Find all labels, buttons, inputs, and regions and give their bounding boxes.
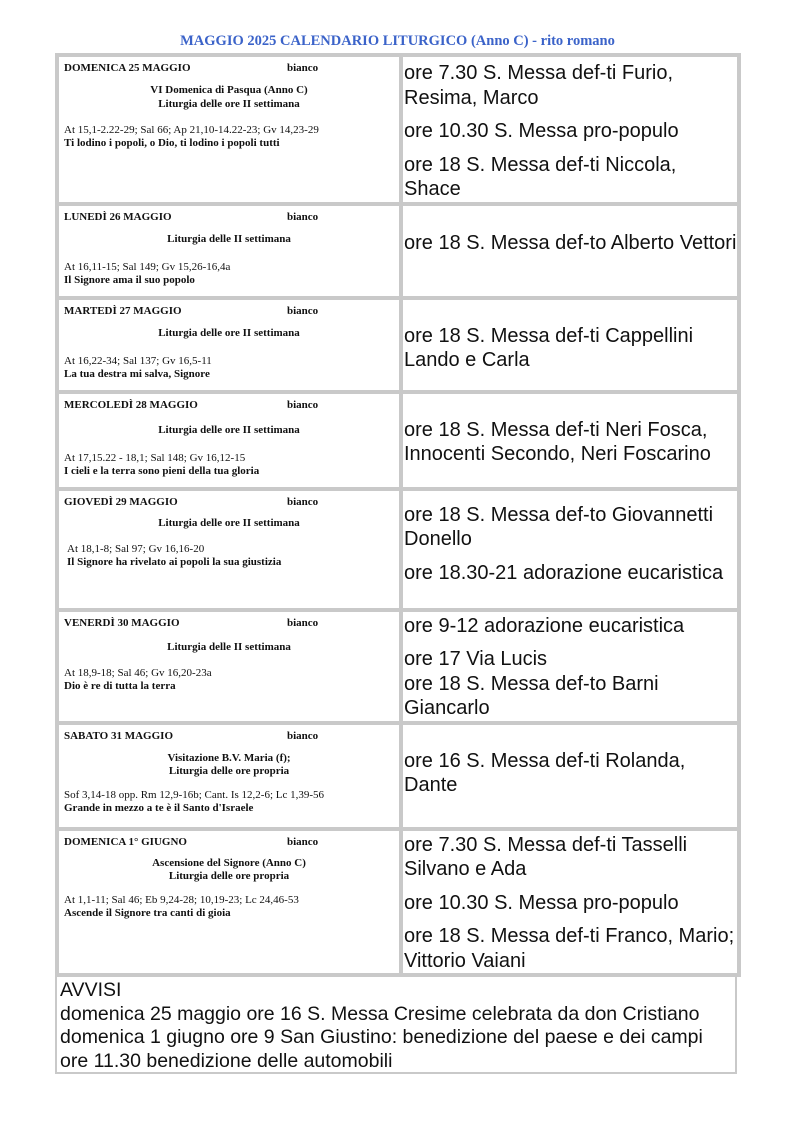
mass-entry: ore 17 Via Lucis (404, 648, 548, 670)
readings: At 18,9-18; Sal 46; Gv 16,20-23a (64, 667, 212, 679)
mass-entry: ore 18 S. Messa def-ti Franco, Mario; Vittorio Vaiani (404, 925, 735, 972)
day-date: SABATO 31 MAGGIO (64, 729, 173, 742)
table-row (57, 829, 739, 976)
liturgy-line: VI Domenica di Pasqua (Anno C) (150, 84, 308, 96)
page-title: MAGGIO 2025 CALENDARIO LITURGICO (Anno C) - rito romano (180, 33, 615, 49)
mass-entry: ore 10.30 S. Messa pro-populo (404, 120, 679, 142)
notices-box (55, 977, 737, 1074)
readings: At 1,1-11; Sal 46; Eb 9,24-28; 10,19-23; Lc 24,46-53 (64, 893, 299, 906)
day-date: VENERDÌ 30 MAGGIO (64, 616, 180, 629)
day-info (57, 298, 401, 392)
liturgical-color: bianco (287, 398, 319, 411)
notice-line: domenica 1 giugno ore 9 San Giustino: benedizione del paese e dei campi (60, 1026, 703, 1048)
mass-cell (401, 204, 739, 298)
liturgy-line: Liturgia delle ore II settimana (158, 326, 300, 339)
mass-entry: ore 7.30 S. Messa def-ti Furio, Resima, Marco (404, 62, 674, 109)
table-row (57, 489, 739, 610)
mass-entry: ore 7.30 S. Messa def-ti Tasselli Silvano e Ada (404, 833, 688, 880)
day-date: LUNEDÌ 26 MAGGIO (64, 210, 172, 223)
day-info (57, 204, 401, 298)
mass-entry: ore 18 S. Messa def-to Barni Giancarlo (404, 672, 659, 719)
table-row (57, 55, 739, 204)
mass-cell (401, 55, 739, 204)
mass-entry: ore 10.30 S. Messa pro-populo (404, 891, 679, 914)
mass-cell (401, 298, 739, 392)
table-row (57, 204, 739, 298)
mass-entry: ore 16 S. Messa def-ti Rolanda, Dante (404, 749, 686, 796)
psalm-response: La tua destra mi salva, Signore (64, 368, 210, 380)
liturgical-color: bianco (287, 729, 319, 742)
table-row (57, 610, 739, 723)
notices-heading: AVVISI (60, 979, 122, 1001)
mass-entry: ore 18 S. Messa def-ti Niccola, Shace (404, 153, 677, 200)
psalm-response: Ti lodino i popoli, o Dio, ti lodino i popoli tutti (64, 137, 280, 149)
mass-cell (401, 723, 739, 829)
mass-entry: ore 18 S. Messa def-to Alberto Vettori (404, 231, 737, 254)
psalm-response: Il Signore ha rivelato ai popoli la sua giustizia (67, 556, 282, 568)
liturgy-line: Liturgia delle II settimana (167, 232, 291, 245)
readings: At 17,15.22 - 18,1; Sal 148; Gv 16,12-15 (64, 452, 246, 464)
mass-entry: ore 18 S. Messa def-to Giovannetti Donello (404, 503, 714, 550)
day-info (57, 489, 401, 610)
day-info (57, 392, 401, 489)
liturgy-line: Liturgia delle ore propria (168, 765, 290, 777)
psalm-response: Il Signore ama il suo popolo (64, 274, 195, 286)
mass-cell (401, 392, 739, 489)
readings: At 18,1-8; Sal 97; Gv 16,16-20 (67, 543, 205, 555)
day-info (57, 610, 401, 723)
liturgy-line: Visitazione B.V. Maria (f); (167, 751, 291, 764)
day-date: DOMENICA 25 MAGGIO (64, 62, 191, 74)
mass-cell (401, 489, 739, 610)
mass-entry: ore 9-12 adorazione eucaristica (404, 614, 685, 637)
mass-entry: ore 18.30-21 adorazione eucaristica (404, 561, 724, 584)
psalm-response: Grande in mezzo a te è il Santo d'Israele (64, 801, 254, 814)
table-row (57, 298, 739, 392)
day-date: GIOVEDÌ 29 MAGGIO (64, 495, 178, 508)
mass-cell (401, 610, 739, 723)
readings: At 16,11-15; Sal 149; Gv 15,26-16,4a (64, 261, 231, 273)
liturgical-color: bianco (287, 495, 319, 508)
liturgical-color: bianco (287, 304, 319, 317)
notice-line: domenica 25 maggio ore 16 S. Messa Cresime celebrata da don Cristiano (60, 1002, 700, 1025)
day-date: MERCOLEDÌ 28 MAGGIO (64, 398, 198, 411)
liturgy-line: Liturgia delle ore II settimana (158, 97, 300, 110)
psalm-response: I cieli e la terra sono pieni della tua gloria (64, 465, 260, 477)
day-date: MARTEDÌ 27 MAGGIO (64, 304, 182, 317)
liturgy-line: Liturgia delle ore II settimana (158, 516, 300, 529)
liturgy-line: Liturgia delle ore propria (168, 870, 290, 882)
readings: Sof 3,14-18 opp. Rm 12,9-16b; Cant. Is 12,2-6; Lc 1,39-56 (64, 788, 325, 801)
table-row (57, 392, 739, 489)
day-info (57, 829, 401, 976)
mass-cell (401, 829, 739, 976)
readings: At 15,1-2.22-29; Sal 66; Ap 21,10-14.22-23; Gv 14,23-29 (64, 124, 319, 136)
notice-line: ore 11.30 benedizione delle automobili (60, 1049, 393, 1072)
liturgical-color: bianco (287, 835, 319, 848)
liturgical-color: bianco (287, 210, 319, 223)
day-info (57, 723, 401, 829)
liturgy-line: Ascensione del Signore (Anno C) (152, 856, 306, 869)
psalm-response: Dio è re di tutta la terra (64, 680, 176, 692)
mass-entry: ore 18 S. Messa def-ti Cappellini Lando e Carla (404, 324, 694, 371)
psalm-response: Ascende il Signore tra canti di gioia (64, 906, 231, 919)
liturgy-line: Liturgia delle ore II settimana (158, 423, 300, 436)
liturgical-color: bianco (287, 616, 319, 629)
liturgical-color: bianco (287, 62, 319, 74)
day-info (57, 55, 401, 204)
table-row (57, 723, 739, 829)
day-date: DOMENICA 1° GIUGNO (64, 835, 187, 848)
mass-entry: ore 18 S. Messa def-ti Neri Fosca, Innocenti Secondo, Neri Foscarino (404, 418, 711, 465)
readings: At 16,22-34; Sal 137; Gv 16,5-11 (64, 355, 212, 367)
liturgy-line: Liturgia delle II settimana (167, 640, 291, 653)
calendar-table (55, 53, 741, 977)
